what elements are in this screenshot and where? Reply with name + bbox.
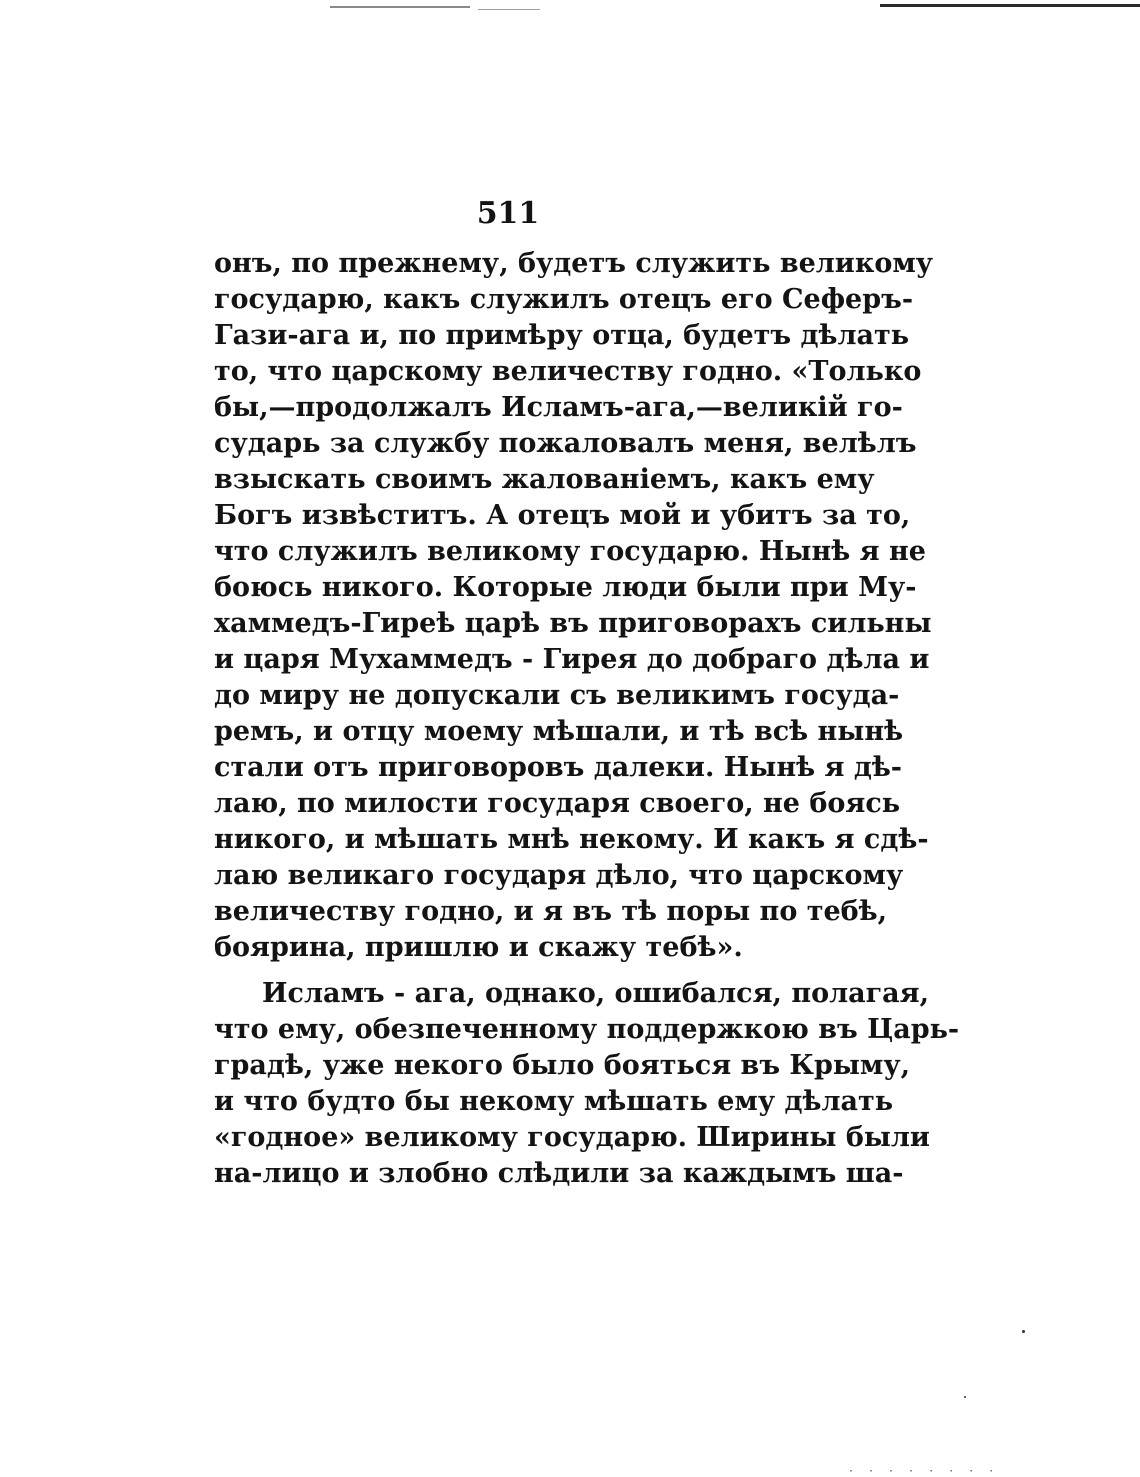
text-line: на-лицо и злобно слѣдили за каждымъ ша-	[214, 1158, 904, 1189]
text-line: боярина, пришлю и скажу тебѣ».	[214, 932, 743, 963]
text-line: что служилъ великому государю. Нынѣ я не	[214, 536, 926, 567]
scan-speck	[964, 1396, 966, 1398]
scan-artifact-rule	[330, 6, 470, 8]
text-line: градѣ, уже некого было бояться въ Крыму,	[214, 1050, 911, 1081]
text-line: величеству годно, и я въ тѣ поры по тебѣ,	[214, 896, 888, 927]
text-line: взыскать своимъ жалованіемъ, какъ ему	[214, 464, 875, 495]
text-line: Богъ извѣститъ. А отецъ мой и убитъ за то,	[214, 500, 911, 531]
text-line: онъ, по прежнему, будетъ служить великому	[214, 248, 934, 279]
text-line: лаю великаго государя дѣло, что царскому	[214, 860, 904, 891]
text-line: бы,—продолжалъ Исламъ-ага,—великій го-	[214, 392, 903, 423]
scan-artifact-rule	[880, 4, 1140, 7]
paragraph	[214, 246, 934, 966]
text-line: ремъ, и отцу моему мѣшали, и тѣ всѣ нынѣ	[214, 716, 904, 747]
paragraph	[214, 976, 960, 1192]
text-line: то, что царскому величеству годно. «Только	[214, 356, 922, 387]
text-line: что ему, обезпеченному поддержкою въ Царь-	[214, 1014, 960, 1045]
text-line: «годное» великому государю. Ширины были	[214, 1122, 930, 1153]
text-line: стали отъ приговоровъ далеки. Нынѣ я дѣ-	[214, 752, 903, 783]
text-line: и царя Мухаммедъ - Гирея до добраго дѣла и	[214, 644, 930, 675]
scan-speck	[1022, 1330, 1025, 1333]
text-line: до миру не допускали съ великимъ госуда-	[214, 680, 900, 711]
scan-artifact-rule	[478, 9, 540, 10]
page-number: 511	[476, 196, 540, 231]
body-text	[214, 246, 960, 1192]
scan-artifact-marks: ········	[848, 1466, 1009, 1477]
text-line: хаммедъ-Гиреѣ царѣ въ приговорахъ сильны	[214, 608, 932, 639]
paragraph-gap	[214, 966, 804, 976]
text-line: Гази-ага и, по примѣру отца, будетъ дѣлать	[214, 320, 910, 351]
text-line: и что будто бы некому мѣшать ему дѣлать	[214, 1086, 894, 1117]
text-line: сударь за службу пожаловалъ меня, велѣлъ	[214, 428, 917, 459]
text-line: боюсь никого. Которые люди были при Му-	[214, 572, 917, 603]
text-line: лаю, по милости государя своего, не боясь	[214, 788, 901, 819]
text-line: государю, какъ служилъ отецъ его Сеферъ-	[214, 284, 914, 315]
text-line: никого, и мѣшать мнѣ некому. И какъ я сдѣ-	[214, 824, 929, 855]
text-line: Исламъ - ага, однако, ошибался, полагая,	[262, 978, 930, 1009]
